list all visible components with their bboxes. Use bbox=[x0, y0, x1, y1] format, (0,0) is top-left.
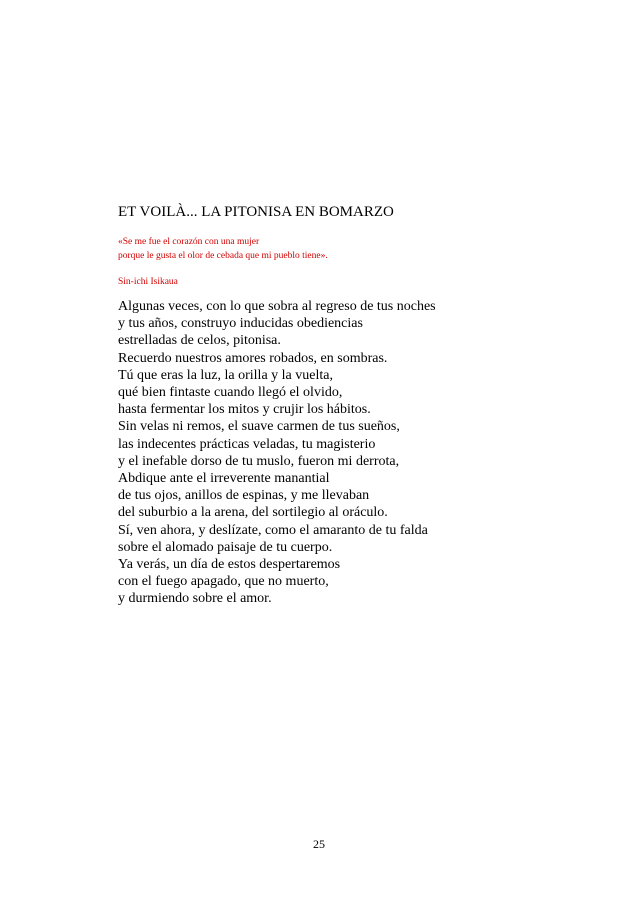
poem-line: Sin velas ni remos, el suave carmen de tus sueños, bbox=[118, 419, 400, 435]
epigraph bbox=[118, 235, 328, 263]
poem-line: y el inefable dorso de tu muslo, fueron mi derrota, bbox=[118, 453, 400, 469]
poem-line: las indecentes prácticas veladas, tu magisterio bbox=[118, 436, 376, 452]
poem-line: estrelladas de celos, pitonisa. bbox=[118, 333, 281, 349]
poem-line: Abdique ante el irreverente manantial bbox=[118, 471, 330, 487]
poem-line: de tus ojos, anillos de espinas, y me llevaban bbox=[118, 488, 370, 504]
poem-line: Sí, ven ahora, y deslízate, como el amaranto de tu falda bbox=[118, 522, 428, 538]
poem-line: con el fuego apagado, que no muerto, bbox=[118, 574, 329, 590]
poem-line: qué bien fintaste cuando llegó el olvido, bbox=[118, 385, 343, 401]
poem-line: hasta fermentar los mitos y crujir los hábitos. bbox=[118, 402, 371, 418]
poem-line: del suburbio a la arena, del sortilegio al oráculo. bbox=[118, 505, 388, 521]
epigraph-line: porque le gusta el olor de cebada que mi pueblo tiene». bbox=[118, 251, 328, 261]
poem-line: Recuerdo nuestros amores robados, en sombras. bbox=[118, 350, 388, 366]
poem-body bbox=[118, 298, 436, 608]
poem-line: y durmiendo sobre el amor. bbox=[118, 591, 272, 607]
epigraph-author: Sin-ichi Isikaua bbox=[118, 277, 178, 287]
poem-line: Tú que eras la luz, la orilla y la vuelta, bbox=[118, 367, 333, 383]
poem-line: Algunas veces, con lo que sobra al regreso de tus noches bbox=[118, 299, 436, 314]
poem-line: sobre el alomado paisaje de tu cuerpo. bbox=[118, 539, 333, 555]
page-number: 25 bbox=[313, 837, 325, 851]
poem-title: ET VOILÀ... LA PITONISA EN BOMARZO bbox=[118, 204, 394, 220]
poem-line: y tus años, construyo inducidas obediencias bbox=[118, 316, 363, 332]
epigraph-line: «Se me fue el corazón con una mujer bbox=[118, 237, 260, 247]
poem-line: Ya verás, un día de estos despertaremos bbox=[118, 557, 341, 573]
